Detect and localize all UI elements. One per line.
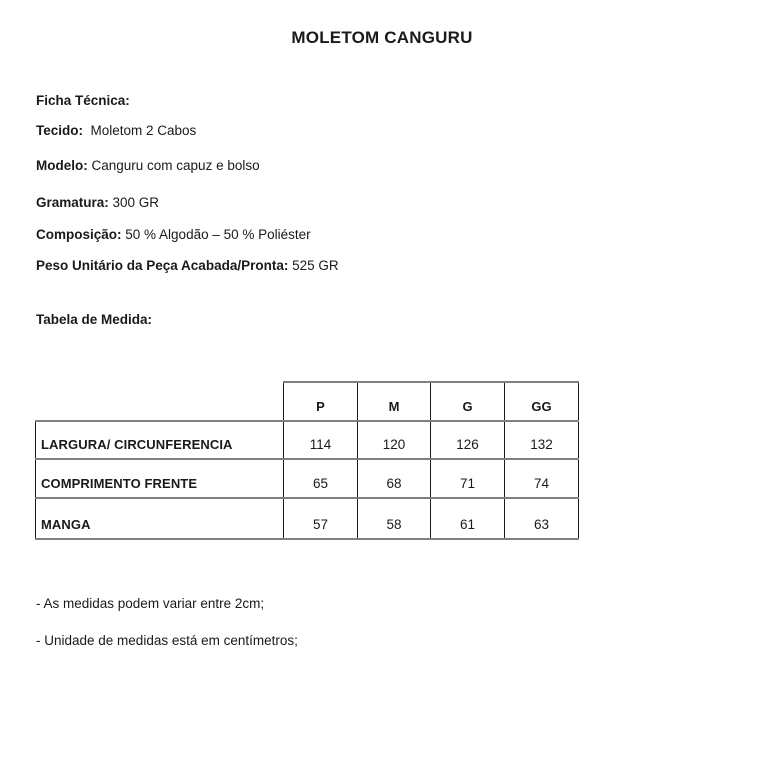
table-row (36, 498, 579, 539)
row-label-largura: LARGURA/ CIRCUNFERENCIA (36, 421, 284, 459)
tecido-label: Tecido: (36, 123, 83, 138)
size-col-gg: GG (505, 382, 579, 421)
cell-value: 132 (505, 421, 579, 459)
spec-heading: Ficha Técnica: (36, 93, 130, 108)
cell-value: 126 (431, 421, 505, 459)
size-col-m: M (358, 382, 431, 421)
cell-value: 58 (358, 498, 431, 539)
spec-line-gramatura (36, 195, 159, 211)
page-title: MOLETOM CANGURU (291, 28, 473, 47)
cell-value: 57 (284, 498, 358, 539)
spec-line-modelo (36, 158, 260, 174)
cell-value: 114 (284, 421, 358, 459)
table-row (36, 421, 579, 459)
gramatura-label: Gramatura: (36, 195, 109, 210)
gramatura-value: 300 GR (108, 195, 160, 210)
size-col-g: G (431, 382, 505, 421)
cell-value: 65 (284, 459, 358, 498)
cell-value: 61 (431, 498, 505, 539)
cell-value: 71 (431, 459, 505, 498)
row-label-comprimento: COMPRIMENTO FRENTE (36, 459, 284, 498)
cell-value: 120 (358, 421, 431, 459)
tecido-value: Moletom 2 Cabos (83, 123, 197, 138)
cell-value: 74 (505, 459, 579, 498)
table-row (36, 459, 579, 498)
size-table-corner-cell (36, 382, 284, 421)
note-variation: - As medidas podem variar entre 2cm; (36, 596, 265, 611)
row-label-manga: MANGA (36, 498, 284, 539)
size-table-header-row (36, 382, 579, 421)
spec-line-tecido (36, 123, 196, 139)
composicao-label: Composição: (36, 227, 122, 242)
cell-value: 68 (358, 459, 431, 498)
peso-value: 525 GR (288, 258, 339, 273)
spec-line-composicao (36, 227, 311, 243)
cell-value: 63 (505, 498, 579, 539)
spec-line-peso (36, 258, 339, 274)
size-table (35, 381, 579, 540)
peso-label: Peso Unitário da Peça Acabada/Pronta: (36, 258, 289, 273)
modelo-label: Modelo: (36, 158, 88, 173)
modelo-value: Canguru com capuz e bolso (87, 158, 260, 173)
size-col-p: P (284, 382, 358, 421)
note-units: - Unidade de medidas está em centímetros; (36, 633, 298, 648)
composicao-value: 50 % Algodão – 50 % Poliéster (121, 227, 311, 242)
size-table-heading: Tabela de Medida: (36, 312, 153, 327)
